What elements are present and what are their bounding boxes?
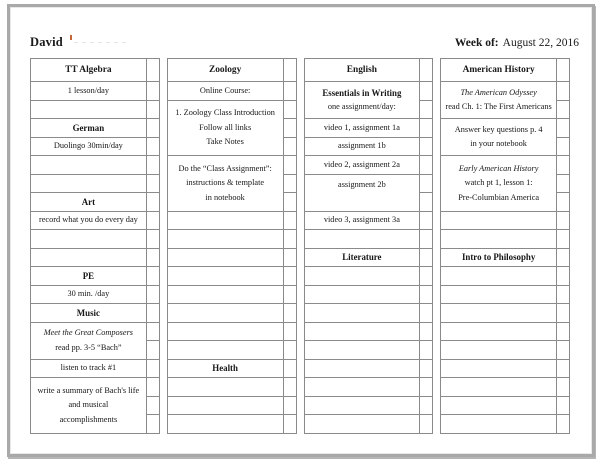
task-cell [168,81,283,100]
task-line: watch pt 1, lesson 1: [464,178,533,187]
task-cell [305,118,420,137]
checkbox-cell [557,155,569,174]
column-header-label: English [346,65,377,75]
task-cell [31,211,146,230]
checkbox-column [284,59,296,433]
checkbox-cell [557,266,569,285]
subject-group [167,58,297,434]
checkbox-cell [420,377,432,396]
task-cell [31,81,146,100]
checkbox-cell [420,100,432,119]
checkbox-cell [420,322,432,341]
task-cell-empty [168,248,283,267]
task-line: record what you do every day [38,215,138,224]
week-of-value: August 22, 2016 [502,37,579,49]
checkbox-cell [147,211,159,230]
checkbox-cell [284,211,296,230]
checkbox-cell [420,229,432,248]
task-cell-empty [168,211,283,230]
checkbox-cell [557,414,569,433]
checkbox-cell [147,174,159,193]
subject-group [304,58,434,434]
checkbox-cell [557,377,569,396]
task-line: Intro to Philosophy [461,252,536,262]
task-cell [31,192,146,211]
column-header [31,59,146,81]
checkbox-cell [420,303,432,322]
task-cell [31,359,146,378]
task-line: read pp. 3-5 “Bach” [55,342,122,352]
task-cell [305,81,420,118]
column-header-label: TT Algebra [65,65,112,75]
task-line: listen to track #1 [60,363,117,372]
checkbox-cell [284,340,296,359]
checkbox-cell [147,100,159,119]
checkbox-cell [420,118,432,137]
task-line: Literature [342,252,382,262]
checkbox-cell [557,303,569,322]
task-line: The American Odyssey [460,87,537,97]
task-cell-empty [441,285,556,304]
document-header [30,33,579,51]
task-cell-empty [441,359,556,378]
checkbox-cell [147,137,159,156]
task-column [168,59,284,433]
task-cell [31,377,146,433]
task-cell [305,211,420,230]
task-line: Early American History [458,163,539,173]
task-cell [168,100,283,156]
task-cell-empty [168,266,283,285]
checkbox-header-cell [557,59,569,81]
checkbox-cell [284,359,296,378]
redaction-tick [70,35,72,40]
task-column [305,59,421,433]
task-cell-empty [305,414,420,433]
checkbox-header-cell [147,59,159,81]
checkbox-cell [147,359,159,378]
checkbox-cell [420,266,432,285]
checkbox-cell [284,396,296,415]
column-header-label: Zoology [208,65,242,75]
task-line: and musical [68,400,109,409]
task-line: video 3, assignment 3a [323,215,400,224]
task-line: video 1, assignment 1a [323,122,400,132]
column-header-label: American History [462,65,535,75]
checkbox-cell [557,285,569,304]
task-line: in your notebook [470,139,527,148]
task-cell-empty [441,211,556,230]
task-cell-empty [305,340,420,359]
task-column [441,59,557,433]
task-cell-empty [31,248,146,267]
task-line: accomplishments [59,414,118,424]
checkbox-cell [284,414,296,433]
column-header [168,59,283,81]
task-cell-empty [441,377,556,396]
task-line: 1. Zoology Class Introduction [175,108,275,117]
checkbox-cell [557,100,569,119]
task-line: Art [81,196,96,207]
checkbox-header-cell [284,59,296,81]
task-cell-empty [305,229,420,248]
task-line: PE [82,270,95,281]
column-header [305,59,420,81]
task-cell [305,155,420,174]
checkbox-header-cell [420,59,432,81]
task-line: Pre-Columbian America [458,192,540,202]
task-line: Duolingo 30min/day [53,141,123,150]
task-cell [441,81,556,118]
checkbox-cell [284,303,296,322]
task-cell-empty [305,285,420,304]
checkbox-cell [557,396,569,415]
task-cell [441,248,556,267]
checkbox-cell [284,377,296,396]
student-name-line [30,33,127,51]
task-line: 30 min. /day [67,289,110,298]
checkbox-cell [284,322,296,341]
task-cell-empty [168,229,283,248]
task-line: assignment 1b [338,141,386,150]
checkbox-cell [284,100,296,119]
checkbox-cell [147,248,159,267]
task-line: assignment 2b [338,179,386,189]
task-cell-empty [31,229,146,248]
task-line: Online Course: [199,85,251,95]
task-cell [441,155,556,211]
checkbox-cell [147,322,159,341]
checkbox-cell [147,81,159,100]
checkbox-cell [284,81,296,100]
task-cell-empty [31,100,146,119]
subject-group [440,58,570,434]
column-header [441,59,556,81]
task-cell-empty [441,322,556,341]
task-cell-empty [441,303,556,322]
checkbox-cell [557,137,569,156]
task-line: 1 lesson/day [67,85,109,95]
week-line [455,37,579,49]
task-cell-empty [305,377,420,396]
checkbox-cell [284,285,296,304]
checkbox-cell [147,118,159,137]
task-line: one assignment/day: [327,102,396,111]
checkbox-cell [284,137,296,156]
task-line: read Ch. 1: The First Americans [445,102,552,111]
checkbox-cell [557,229,569,248]
checkbox-cell [147,192,159,211]
checkbox-cell [557,211,569,230]
checkbox-cell [557,81,569,100]
checkbox-cell [420,248,432,267]
task-cell [168,359,283,378]
task-line: Music [76,307,100,318]
task-cell-empty [168,396,283,415]
redacted-surname: – – – – – – – [73,37,127,46]
checkbox-cell [420,285,432,304]
task-cell-empty [441,340,556,359]
task-cell-empty [441,414,556,433]
checkbox-cell [147,303,159,322]
task-column [31,59,147,433]
task-cell [31,118,146,137]
task-cell-empty [441,229,556,248]
checkbox-cell [420,340,432,359]
task-cell [31,266,146,285]
task-cell [441,118,556,155]
task-cell-empty [168,340,283,359]
task-line: German [72,122,105,133]
checkbox-cell [284,248,296,267]
checkbox-column [557,59,569,433]
task-cell [31,322,146,359]
checkbox-cell [557,248,569,267]
task-cell-empty [305,303,420,322]
checkbox-column [147,59,159,433]
student-name: David [30,35,63,49]
checkbox-cell [420,359,432,378]
task-cell [31,137,146,156]
task-line: Health [212,363,238,373]
task-cell-empty [305,266,420,285]
checkbox-cell [147,414,159,433]
checkbox-cell [420,174,432,193]
task-cell [31,285,146,304]
task-cell [168,155,283,211]
checkbox-cell [420,414,432,433]
task-cell-empty [441,266,556,285]
checkbox-cell [147,229,159,248]
checkbox-cell [557,174,569,193]
checkbox-cell [284,229,296,248]
checkbox-cell [420,396,432,415]
task-line: Essentials in Writing [322,87,402,98]
checkbox-cell [147,285,159,304]
week-of-label: Week of: [454,37,499,49]
task-cell-empty [305,396,420,415]
checkbox-cell [147,266,159,285]
checkbox-cell [284,192,296,211]
checkbox-cell [557,192,569,211]
checkbox-cell [557,322,569,341]
task-line: Meet the Great Composers [43,328,134,337]
checkbox-column [420,59,432,433]
checkbox-cell [420,155,432,174]
task-cell-empty [168,414,283,433]
task-cell-empty [168,377,283,396]
subject-group [30,58,160,434]
task-cell-empty [31,174,146,193]
checkbox-cell [284,266,296,285]
task-cell-empty [168,303,283,322]
checkbox-cell [147,377,159,396]
task-cell-empty [168,285,283,304]
task-cell [305,174,420,211]
checkbox-cell [420,192,432,211]
checkbox-cell [557,359,569,378]
task-cell-empty [31,155,146,174]
task-line: Follow all links [199,122,252,132]
task-cell-empty [305,322,420,341]
checkbox-cell [284,118,296,137]
task-cell-empty [441,396,556,415]
task-cell-empty [168,322,283,341]
task-line: write a summary of Bach's life [37,385,140,395]
checkbox-cell [284,155,296,174]
page [7,4,595,457]
task-line: Answer key questions p. 4 [454,124,543,134]
task-line: Do the “Class Assignment”: [178,163,272,173]
task-line: video 2, assignment 2a [323,159,400,169]
task-cell [305,248,420,267]
checkbox-cell [557,340,569,359]
task-line: instructions & template [186,178,265,187]
task-cell [305,137,420,156]
task-cell [31,303,146,322]
task-line: Take Notes [206,137,244,146]
checkbox-cell [284,174,296,193]
task-cell-empty [305,359,420,378]
checkbox-cell [420,211,432,230]
task-line: in notebook [205,192,245,202]
checkbox-cell [147,396,159,415]
checkbox-cell [420,81,432,100]
schedule-table [30,58,570,434]
checkbox-cell [147,340,159,359]
checkbox-cell [557,118,569,137]
checkbox-cell [420,137,432,156]
checkbox-cell [147,155,159,174]
